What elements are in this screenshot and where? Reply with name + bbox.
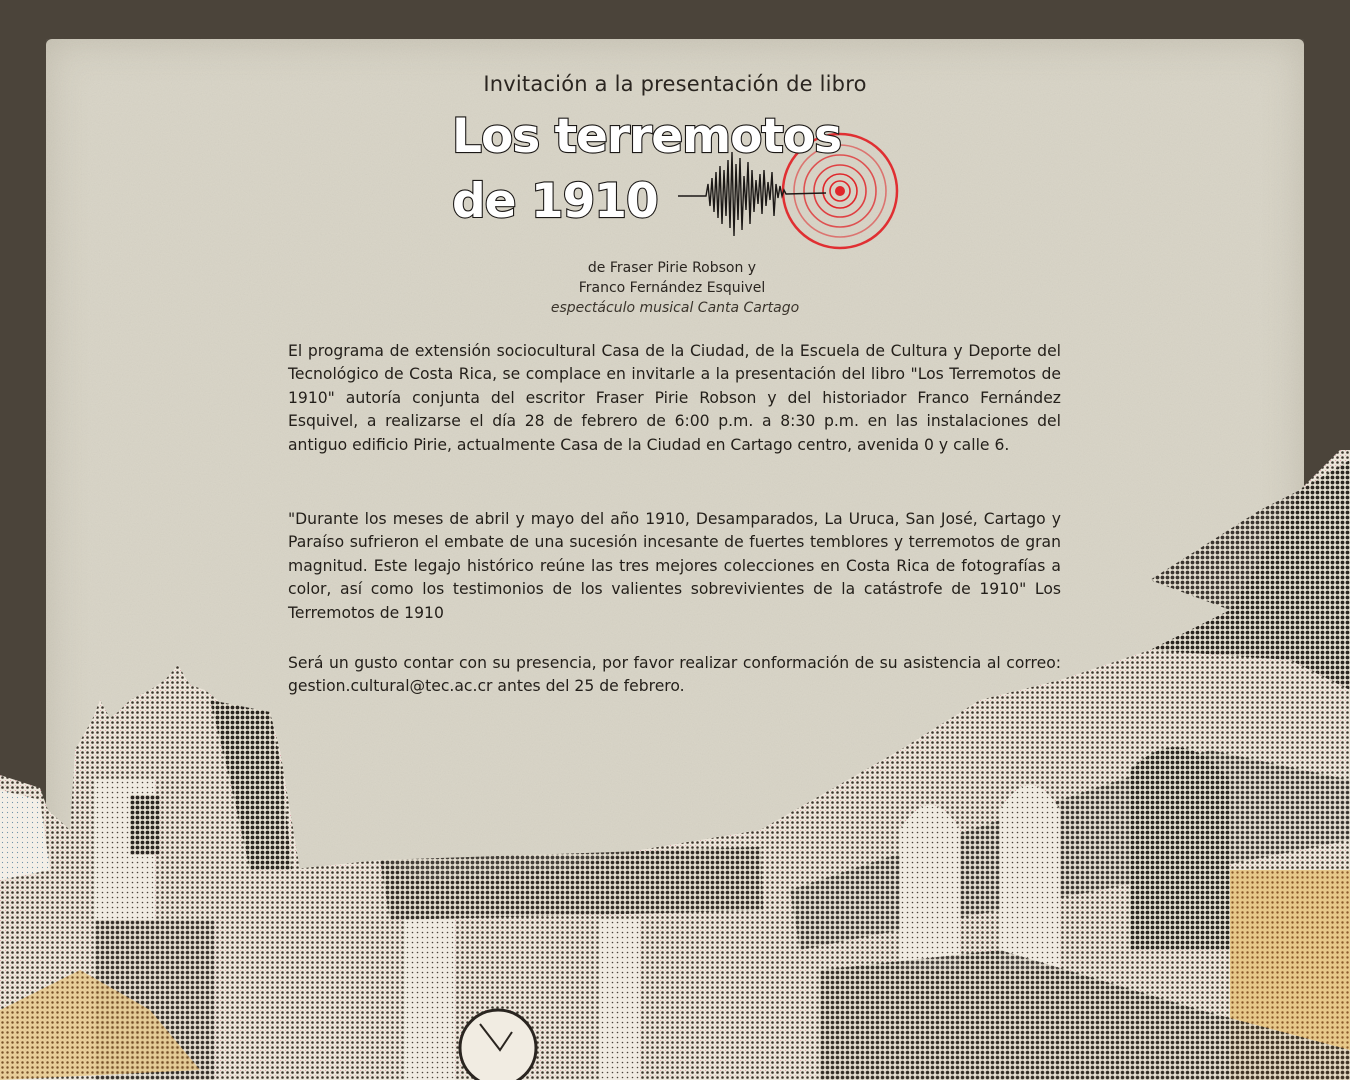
invitation-kicker: Invitación a la presentación de libro: [483, 72, 867, 96]
body-paragraph-3: Será un gusto contar con su presencia, por favor realizar conformación de su asistencia al correo: gestion.cultural@tec.ac.cr antes del 25 de febrero.: [288, 654, 1061, 696]
body-paragraph-1: El programa de extensión sociocultural Casa de la Ciudad, de la Escuela de Cultura y Deporte del Tecnológico de Costa Rica, se complace en invitarle a la presentación del libro "Los Terremotos de 1910" autoría conjunta del escritor Fraser Pirie Robson y del historiador Franco Fernández Esquivel, a realizarse el día 28 de febrero de 6:00 p.m. a 8:30 p.m. en las instalaciones del antiguo edificio Pirie, actualmente Casa de la Ciudad en Cartago centro, avenida 0 y calle 6.: [288, 342, 1061, 454]
book-title-line2: de 1910: [452, 174, 658, 229]
author-line-1: de Fraser Pirie Robson y: [587, 260, 757, 276]
event-note: espectáculo musical Canta Cartago: [550, 300, 800, 316]
body-paragraph-2: "Durante los meses de abril y mayo del año 1910, Desamparados, La Uruca, San José, Cartago y Paraíso sufrieron el embate de una sucesión incesante de fuertes temblores y terremotos de gran magnitud. Este legajo histórico reúne las tres mejores colecciones en Costa Rica de fotografías a color, así como los testimonios de los valientes sobrevivientes de la catástrofe de 1910" Los Terremotos de 1910: [288, 510, 1061, 622]
author-line-2: Franco Fernández Esquivel: [578, 280, 766, 296]
seismograph-icon: [678, 152, 826, 236]
book-title-logo: [440, 100, 920, 260]
earthquake-ruins-photo: [0, 450, 1350, 1080]
book-title-line1: Los terremotos: [452, 109, 842, 164]
